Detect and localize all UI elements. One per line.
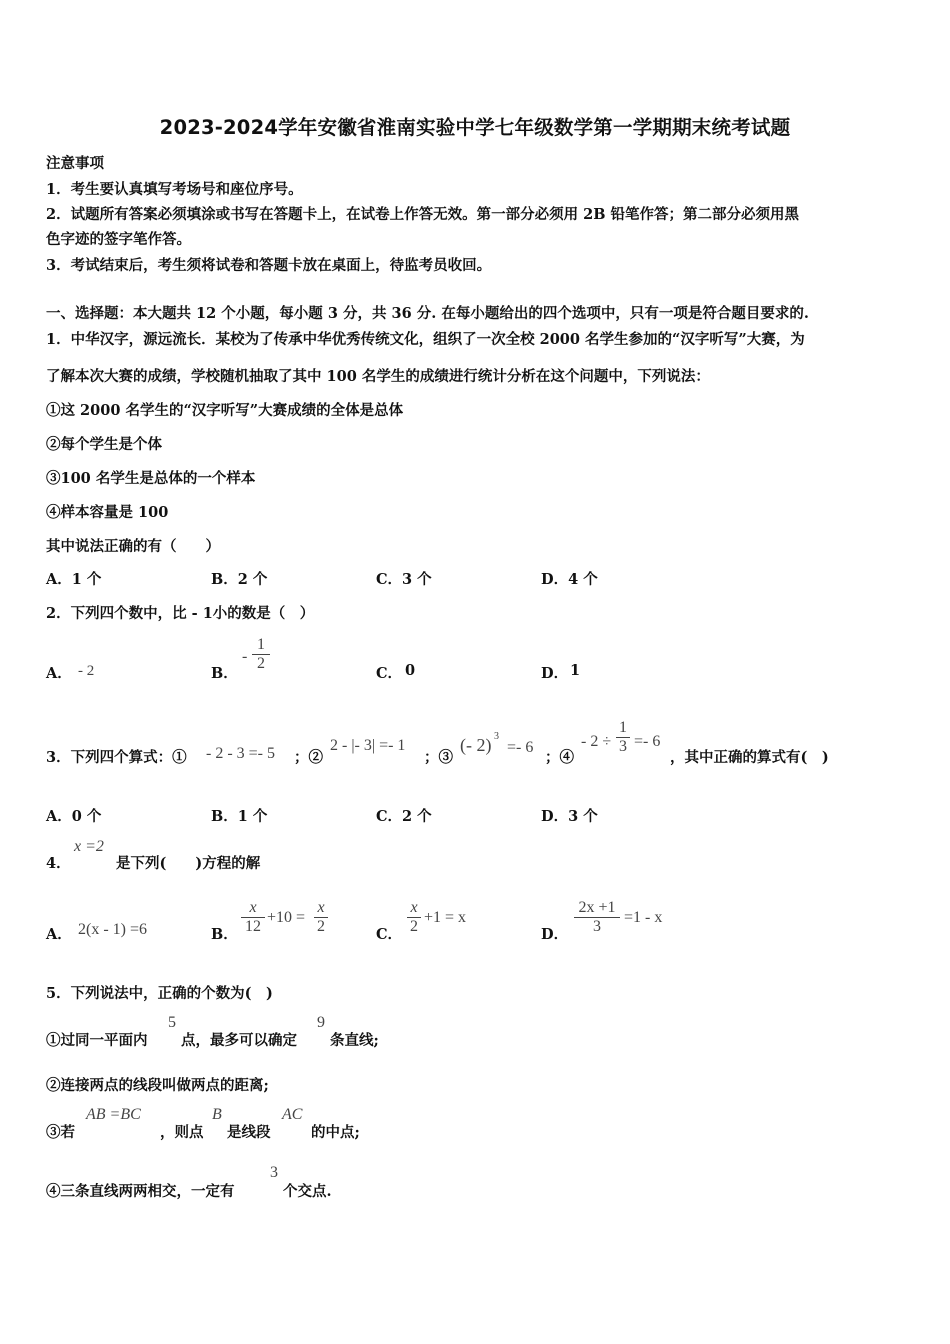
q1-ask: 其中说法正确的有（ ） <box>46 538 220 555</box>
q4-option-b-numerator-2: x <box>317 899 325 916</box>
q5-statement-2: ②连接两点的线段叫做两点的距离; <box>46 1077 269 1094</box>
q3-expr-3-base: (- 2) <box>460 735 492 755</box>
q2-option-b-denominator: 2 <box>257 655 265 672</box>
q5-s4-number: 3 <box>270 1164 278 1181</box>
q3-expr-4-numerator: 1 <box>619 719 627 736</box>
q2-option-b-label: B． <box>211 665 238 682</box>
q4-option-d-rest: =1 - x <box>624 909 663 926</box>
q3-sep-4: ；④ <box>545 749 574 766</box>
q3-expr-4-denominator: 3 <box>619 738 627 755</box>
q3-option-d: D．3 个 <box>541 808 598 825</box>
q3-expr-3-result: =- 6 <box>507 739 534 756</box>
q3-option-b: B．1 个 <box>211 808 268 825</box>
q3-sep-2: ；② <box>294 749 323 766</box>
q5-s1-part-1: ①过同一平面内 <box>46 1032 148 1049</box>
q4-option-d-numerator: 2x +1 <box>578 899 616 916</box>
q4-option-a-label: A． <box>46 926 72 943</box>
q5-s4-part-2: 个交点. <box>283 1183 332 1200</box>
q5-s3-point: B <box>212 1106 222 1123</box>
q5-s4-part-1: ④三条直线两两相交，一定有 <box>46 1183 235 1200</box>
q3-option-c: C．2 个 <box>376 808 432 825</box>
q5-s1-part-3: 条直线; <box>330 1032 379 1049</box>
q3-option-a: A．0 个 <box>46 808 102 825</box>
q1-option-a: A．1 个 <box>46 571 102 588</box>
section-heading: 一、选择题：本大题共 12 个小题，每小题 3 分，共 36 分. 在每小题给出的四个选项中，只有一项是符合题目要求的. <box>46 305 809 322</box>
q3-tail: ，其中正确的算式有( ) <box>670 749 829 766</box>
q1-option-d: D．4 个 <box>541 571 598 588</box>
q4-option-a-value: 2(x - 1) =6 <box>78 921 148 938</box>
q4-option-b-middle: +10 = <box>267 909 306 926</box>
notice-item-1: 1．考生要认真填写考场号和座位序号。 <box>46 181 303 198</box>
q4-option-c-denominator: 2 <box>410 918 418 935</box>
q1-statement-4: ④样本容量是 100 <box>46 504 169 521</box>
q3-expr-4-left: - 2 ÷ <box>581 733 612 750</box>
q5-s3-part-3: 是线段 <box>227 1124 271 1141</box>
page-title: 2023-2024学年安徽省淮南实验中学七年级数学第一学期期末统考试题 <box>159 116 791 139</box>
q2-option-c-label: C． <box>376 665 403 682</box>
q1-statement-2: ②每个学生是个体 <box>46 436 162 453</box>
q1-stem-line-2: 了解本次大赛的成绩，学校随机抽取了其中 100 名学生的成绩进行统计分析在这个问题中，下列说法： <box>46 368 710 385</box>
notice-heading: 注意事项 <box>46 155 104 172</box>
notice-item-3: 3．考试结束后，考生须将试卷和答题卡放在桌面上，待监考员收回。 <box>46 257 492 274</box>
q4-option-b-numerator-1: x <box>249 899 257 916</box>
q2-option-a-label: A． <box>46 665 72 682</box>
q5-s1-number-1: 5 <box>168 1014 176 1031</box>
q4-stem: 是下列( )方程的解 <box>116 855 261 872</box>
q5-s1-number-2: 9 <box>317 1014 325 1031</box>
q1-statement-1: ①这 2000 名学生的“汉字听写”大赛成绩的全体是总体 <box>46 402 404 419</box>
q4-option-d-denominator: 3 <box>593 918 601 935</box>
q4-option-b-denominator-1: 12 <box>245 918 261 935</box>
q4-option-b-label: B． <box>211 926 238 943</box>
q5-s3-segment: AC <box>282 1106 303 1123</box>
q4-option-d-label: D． <box>541 926 569 943</box>
q1-option-b: B．2 个 <box>211 571 268 588</box>
notice-item-2-cont: 色字迹的签字笔作答。 <box>46 231 191 248</box>
q3-sep-3: ；③ <box>424 749 453 766</box>
q4-option-c-fraction <box>407 899 421 936</box>
q4-option-c-label: C． <box>376 926 403 943</box>
q5-s3-part-1: ③若 <box>46 1124 75 1141</box>
q2-option-b-fraction <box>252 636 270 673</box>
q4-option-b-denominator-2: 2 <box>317 918 325 935</box>
q2-option-a-value: - 2 <box>78 663 95 679</box>
q2-stem: 2．下列四个数中，比 - 1小的数是（ ） <box>46 605 315 622</box>
q2-option-c-value: 0 <box>405 662 416 679</box>
q5-s3-part-2: ，则点 <box>160 1124 204 1141</box>
q5-s3-part-4: 的中点; <box>311 1124 360 1141</box>
q2-option-b-sign: - <box>242 648 248 665</box>
q4-option-b-fraction-2 <box>314 899 328 936</box>
q5-stem: 5．下列说法中，正确的个数为( ) <box>46 985 273 1002</box>
q4-number: 4． <box>46 855 71 872</box>
q1-stem-line-1: 1．中华汉字，源远流长．某校为了传承中华优秀传统文化，组织了一次全校 2000 名学生参加的“汉字听写”大赛，为 <box>46 331 805 348</box>
q2-option-b-numerator: 1 <box>257 636 265 653</box>
q3-expr-1: - 2 - 3 =- 5 <box>206 745 276 762</box>
q2-option-d-value: 1 <box>570 662 581 679</box>
q4-option-c-numerator: x <box>410 899 418 916</box>
q4-option-b-fraction-1 <box>241 899 265 936</box>
q3-expr-3-exponent: 3 <box>494 731 499 742</box>
q2-option-d-label: D． <box>541 665 569 682</box>
q3-expr-4-fraction <box>616 719 630 756</box>
q3-expr-4-result: =- 6 <box>634 733 661 750</box>
q3-expr-2: 2 - |- 3| =- 1 <box>330 737 406 754</box>
q3-lead: 3．下列四个算式：① <box>46 749 187 766</box>
q4-option-c-rest: +1 = x <box>424 909 467 926</box>
q4-option-d-fraction <box>574 899 620 936</box>
q5-s3-equation: AB =BC <box>86 1106 141 1123</box>
q1-statement-3: ③100 名学生是总体的一个样本 <box>46 470 256 487</box>
q4-equation: x =2 <box>74 838 104 855</box>
q1-option-c: C．3 个 <box>376 571 432 588</box>
q5-s1-part-2: 点，最多可以确定 <box>181 1032 297 1049</box>
notice-item-2: 2．试题所有答案必须填涂或书写在答题卡上，在试卷上作答无效。第一部分必须用 2B 铅笔作答；第二部分必须用黑 <box>46 206 800 223</box>
